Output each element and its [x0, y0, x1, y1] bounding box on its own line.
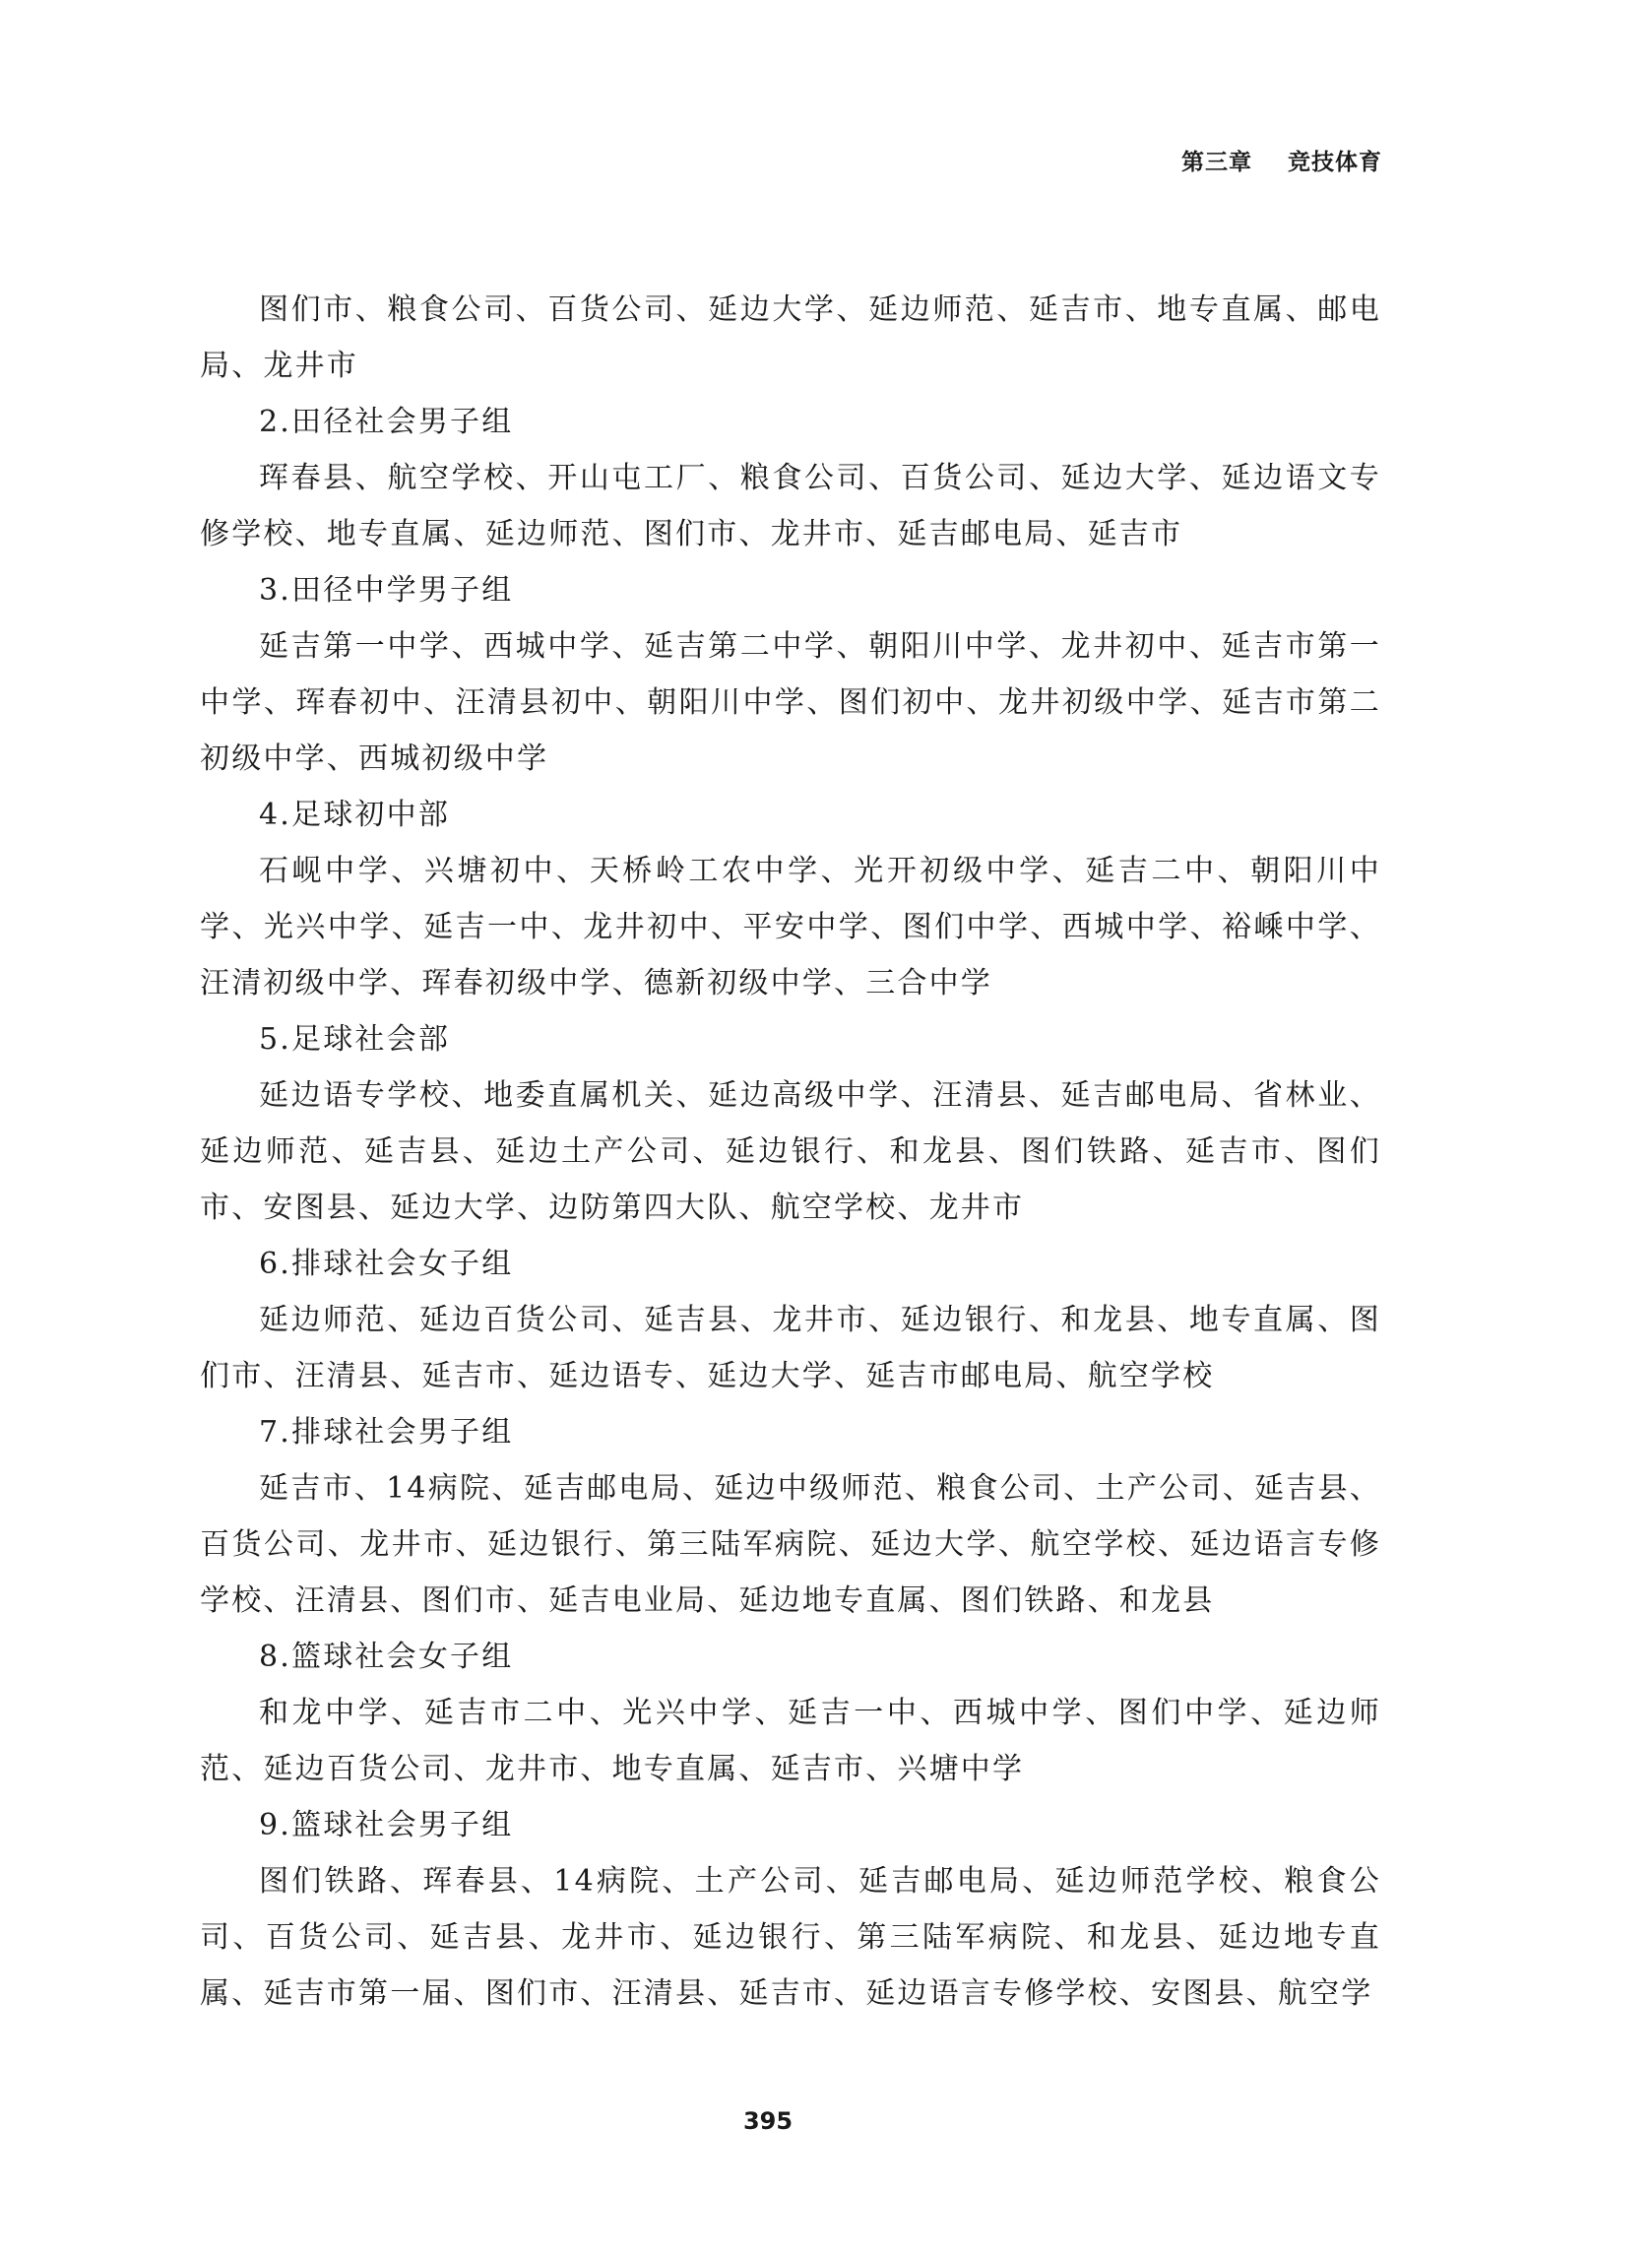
intro-paragraph: 图们市、粮食公司、百货公司、延边大学、延边师范、延吉市、地专直属、邮电局、龙井市	[200, 292, 1381, 383]
section-heading-3: 3.田径中学男子组	[259, 573, 514, 608]
section-heading-4: 4.足球初中部	[259, 798, 451, 832]
section-heading-9: 9.篮球社会男子组	[259, 1808, 514, 1842]
section-content-2: 珲春县、航空学校、开山屯工厂、粮食公司、百货公司、延边大学、延边语文专修学校、地专直属、延边师范、图们市、龙井市、延吉邮电局、延吉市	[200, 461, 1381, 551]
section-content-5: 延边语专学校、地委直属机关、延边高级中学、汪清县、延吉邮电局、省林业、延边师范、延吉县、延边土产公司、延边银行、和龙县、图们铁路、延吉市、图们市、安图县、延边大学、边防第四大队、航空学校、龙井市	[200, 1078, 1381, 1225]
chapter-label: 第三章	[1180, 150, 1252, 175]
section-content-7: 延吉市、14病院、延吉邮电局、延边中级师范、粮食公司、土产公司、延吉县、百货公司、龙井市、延边银行、第三陆军病院、延边大学、航空学校、延边语言专修学校、汪清县、图们市、延吉电业局、延边地专直属、图们铁路、和龙县	[200, 1471, 1381, 1618]
running-header	[1181, 144, 1382, 176]
section-heading-8: 8.篮球社会女子组	[259, 1640, 514, 1674]
section-heading-2: 2.田径社会男子组	[259, 405, 514, 439]
chapter-title: 竞技体育	[1288, 150, 1382, 175]
section-content-9: 图们铁路、珲春县、14病院、土产公司、延吉邮电局、延边师范学校、粮食公司、百货公司、延吉县、龙井市、延边银行、第三陆军病院、和龙县、延边地专直属、延吉市第一届、图们市、汪清县、延吉市、延边语言专修学校、安图县、航空学	[200, 1864, 1381, 2011]
section-heading-6: 6.排球社会女子组	[259, 1247, 514, 1281]
section-content-3: 延吉第一中学、西城中学、延吉第二中学、朝阳川中学、龙井初中、延吉市第一中学、珲春初中、汪清县初中、朝阳川中学、图们初中、龙井初级中学、延吉市第二初级中学、西城初级中学	[200, 629, 1381, 776]
page-number: 395	[742, 2107, 794, 2135]
section-heading-7: 7.排球社会男子组	[259, 1415, 514, 1450]
section-heading-5: 5.足球社会部	[259, 1022, 451, 1057]
section-content-8: 和龙中学、延吉市二中、光兴中学、延吉一中、西城中学、图们中学、延边师范、延边百货公司、龙井市、地专直属、延吉市、兴塘中学	[200, 1696, 1381, 1786]
section-content-6: 延边师范、延边百货公司、延吉县、龙井市、延边银行、和龙县、地专直属、图们市、汪清县、延吉市、延边语专、延边大学、延吉市邮电局、航空学校	[200, 1303, 1381, 1393]
page-body	[200, 282, 1381, 2022]
section-content-4: 石岘中学、兴塘初中、天桥岭工农中学、光开初级中学、延吉二中、朝阳川中学、光兴中学、延吉一中、龙井初中、平安中学、图们中学、西城中学、裕嵊中学、汪清初级中学、珲春初级中学、德新初级中学、三合中学	[200, 854, 1381, 1000]
